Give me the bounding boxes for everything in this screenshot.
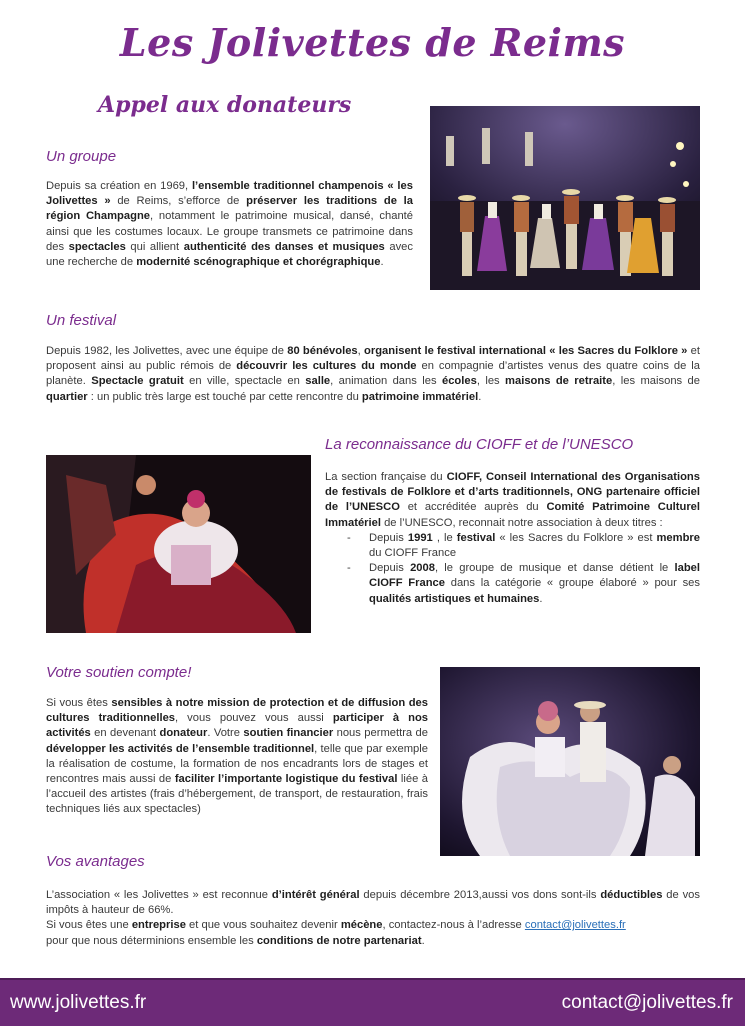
contact-email-link[interactable]: contact@jolivettes.fr: [524, 919, 626, 932]
avantages-line-3: pour que nous déterminions ensemble les conditions de notre partenariat.: [46, 934, 425, 947]
section-heading-avantages: Vos avantages: [46, 853, 145, 870]
photo-festival-dancer: [46, 455, 311, 633]
paragraph-avantages: [46, 888, 700, 949]
paragraph-groupe: Depuis sa création en 1969, l’ensemble traditionnel champenois « les Jolivettes » de Reims, s’efforce de préserver les traditions de la région Champagne, notamment le patrimoine musical, dansé, chanté ainsi que les costumes locaux. Le groupe transmets ce patrimoine dans des spectacles qui allient authenticité des danses et musiques avec une recherche de modernité scénographique et chorégraphique.: [46, 180, 414, 269]
section-heading-soutien: Votre soutien compte!: [46, 664, 192, 681]
section-heading-cioff: La reconnaissance du CIOFF et de l’UNESCO: [325, 436, 634, 453]
footer-website-link[interactable]: www.jolivettes.fr: [10, 992, 147, 1013]
list-item: - Depuis 2008, le groupe de musique et danse détient le label CIOFF France dans la catégorie « groupe élaboré » pour ses qualités artistiques et humaines.: [357, 561, 700, 607]
paragraph-cioff: La section française du CIOFF, Conseil International des Organisations de festivals de Folklore et d’arts traditionnels, ONG partenaire officiel de l’UNESCO et accréditée auprès du Comité Patrimoine Culturel Immatériel de l’UNESCO, reconnait notre association à deux titres : - Depuis 1991 , le festival « les Sacres du Folklore » est membre du CIOFF France - Depuis 2008, le groupe de musique et danse détient le label CIOFF France dans la catégorie « groupe élaboré » pour ses qualités artistiques et humaines.: [325, 470, 700, 607]
page-subtitle: Appel aux donateurs: [98, 92, 352, 118]
footer-email-link[interactable]: contact@jolivettes.fr: [561, 992, 733, 1013]
avantages-line-2: Si vous êtes une entreprise et que vous souhaitez devenir mécène, contactez-nous à l’adresse contact@jolivettes.fr: [46, 919, 626, 932]
cioff-list: [325, 531, 700, 607]
avantages-line-1: L’association « les Jolivettes » est reconnue d’intérêt général depuis décembre 2013,aussi vos dons sont-ils déductibles de vos impôts à hauteur de 66%.: [46, 889, 700, 917]
photo-group-dancers: [430, 106, 700, 290]
photo-white-dress-dancer: [440, 667, 700, 856]
list-item: - Depuis 1991 , le festival « les Sacres du Folklore » est membre du CIOFF France: [357, 531, 700, 561]
footer-bar: [0, 978, 745, 1026]
paragraph-soutien: Si vous êtes sensibles à notre mission de protection et de diffusion des cultures traditionnelles, vous pouvez vous aussi participer à nos activités en devenant donateur. Votre soutien financier nous permettra de développer les activités de l’ensemble traditionnel, telle que par exemple la réalisation de costume, la formation de nos encadrants lors de stages et rencontres mais aussi de faciliter l’importante logistique du festival liée à l’accueil des artistes (frais d’hébergement, de transport, de restauration, frais techniques liés aux spectacles): [46, 697, 429, 816]
section-heading-festival: Un festival: [46, 312, 117, 329]
paragraph-festival: Depuis 1982, les Jolivettes, avec une équipe de 80 bénévoles, organisent le festival international « les Sacres du Folklore » et proposent ainsi au public rémois de découvrir les cultures du monde en compagnie d’artistes venus des quatre coins de la planète. Spectacle gratuit en ville, spectacle en salle, animation dans les écoles, les maisons de retraite, les maisons de quartier : un public très large est touché par cette rencontre du patrimoine immatériel.: [46, 345, 701, 403]
section-heading-groupe: Un groupe: [46, 148, 117, 165]
page-title: Les Jolivettes de Reims: [119, 20, 626, 65]
